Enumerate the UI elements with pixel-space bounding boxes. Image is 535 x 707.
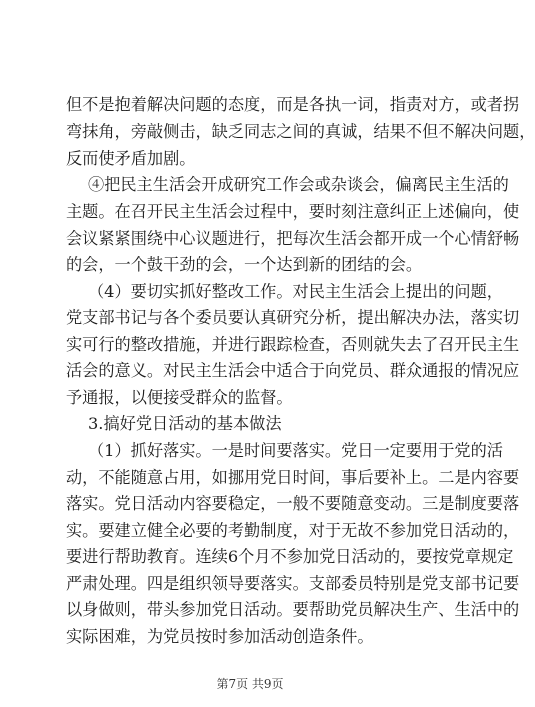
text-line: ④把民主生活会开成研究工作会或杂谈会，偏离民主生活的 [88,175,509,194]
text-line: 但不是抱着解决问题的态度，而是各执一词，指责对方，或者拐 [66,95,520,114]
text-line: 予通报，以便接受群众的监督。 [66,388,293,407]
text-line: 以身做则，带头参加党日活动。要帮助党员解决生产、生活中的 [66,600,520,619]
text-line: 实际困难，为党员按时参加活动创造条件。 [66,627,374,646]
text-line: 实。要建立健全必要的考勤制度，对于无故不参加党日活动的， [66,521,520,540]
text-line: 要进行帮助教育。连续6个月不参加党日活动的，要按党章规定 [66,547,514,566]
text-line: 严肃处理。四是组织领导要落实。支部委员特别是党支部书记要 [66,574,520,593]
text-line: 动，不能随意占用，如挪用党日时间，事后要补上。二是内容要 [66,468,520,487]
text-line: （1）抓好落实。一是时间要落实。党日一定要用于党的活 [88,441,503,460]
text-line: 弯抹角，旁敲侧击，缺乏同志之间的真诚，结果不但不解决问题， [66,122,535,141]
text-line: 实可行的整改措施，并进行跟踪检查，否则就失去了召开民主生 [66,335,520,354]
page-number: 第7页 共9页 [216,677,284,691]
text-line: 会议紧紧围绕中心议题进行，把每次生活会都开成一个心情舒畅 [66,229,520,248]
section-heading: 3.搞好党日活动的基本做法 [88,414,282,433]
text-line: 主题。在召开民主生活会过程中，要时刻注意纠正上述偏向，使 [66,202,520,221]
text-line: （4）要切实抓好整改工作。对民主生活会上提出的问题， [88,282,503,301]
text-line: 落实。党日活动内容要稳定，一般不要随意变动。三是制度要落 [66,494,520,513]
text-line: 的会，一个鼓干劲的会，一个达到新的团结的会。 [66,255,423,274]
text-line: 反而使矛盾加剧。 [66,149,196,168]
text-line: 活会的意义。对民主生活会中适合于向党员、群众通报的情况应 [66,361,520,380]
text-line: 党支部书记与各个委员要认真研究分析，提出解决办法，落实切 [66,308,520,327]
